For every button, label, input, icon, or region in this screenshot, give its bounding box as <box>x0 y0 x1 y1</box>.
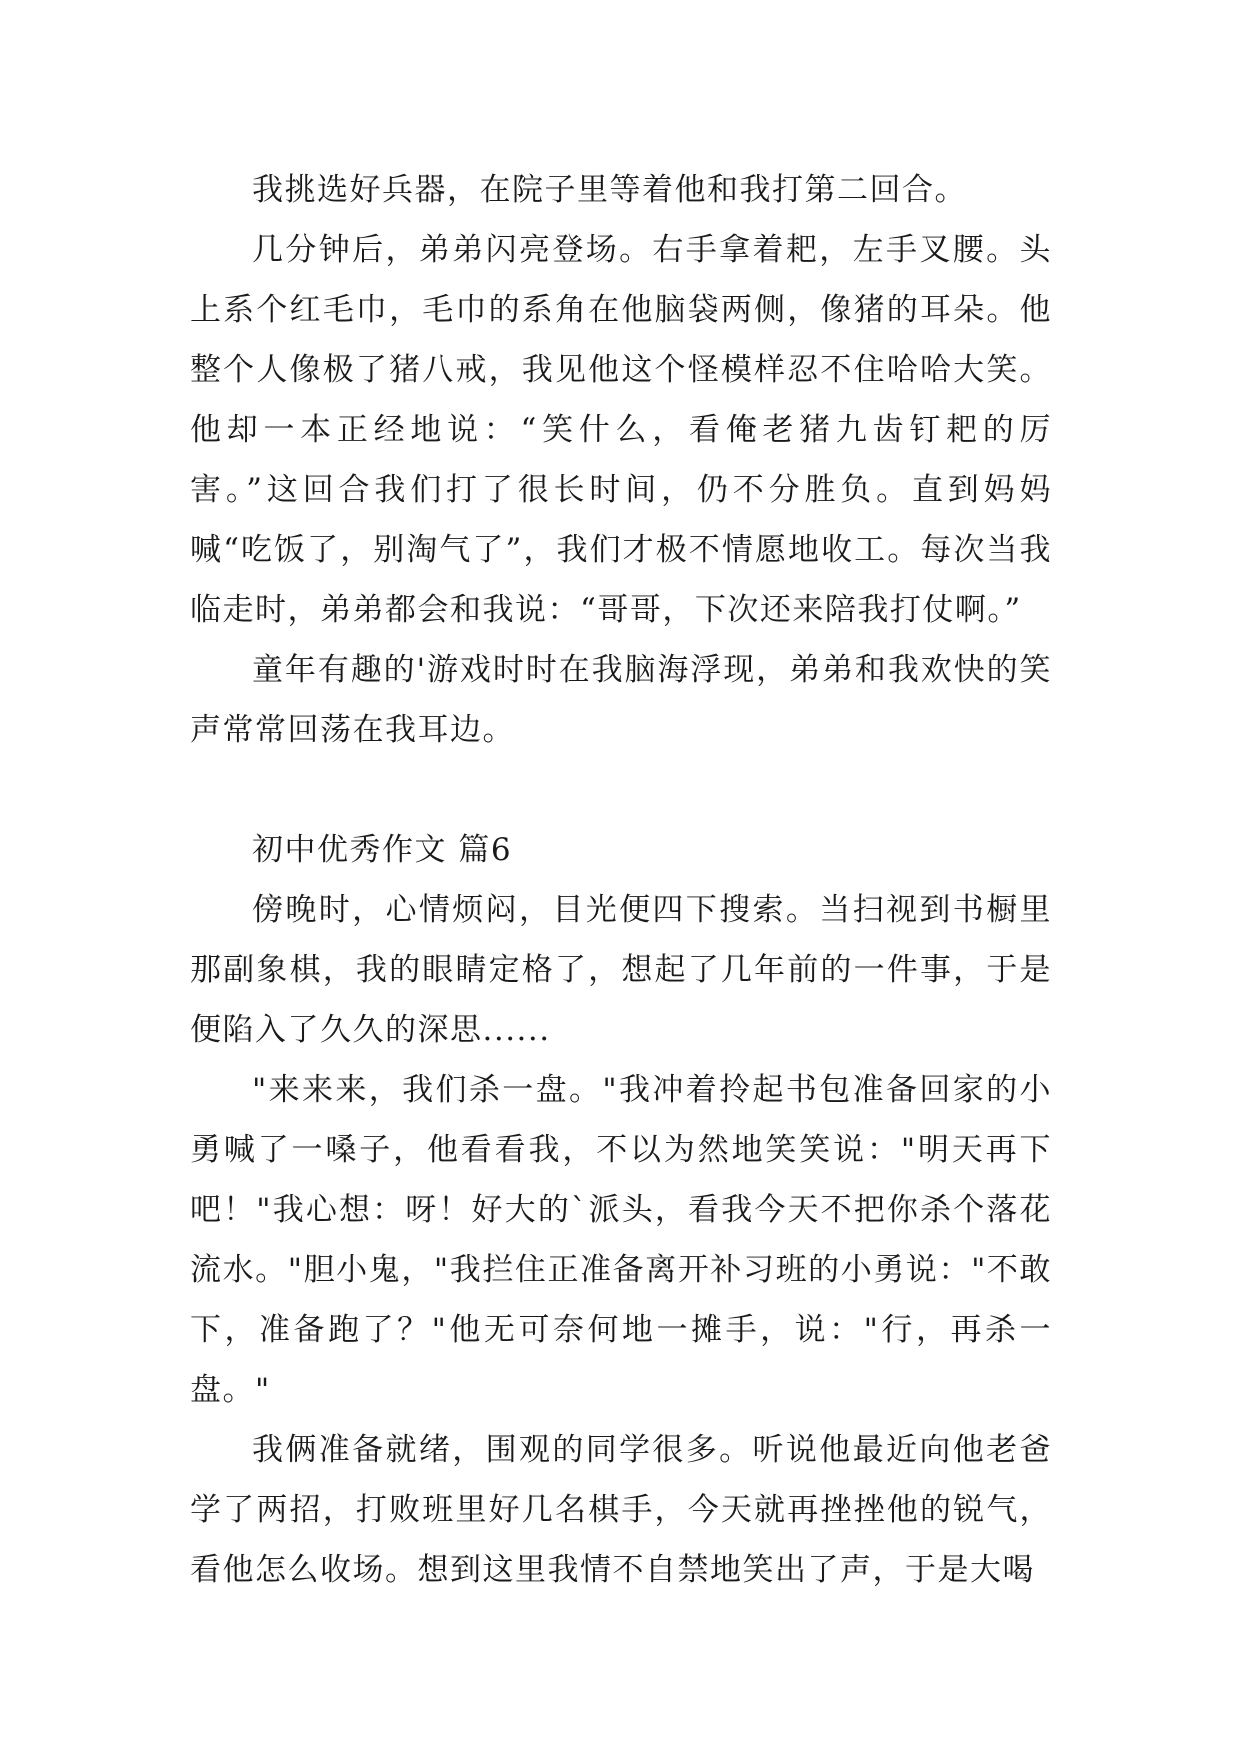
paragraph: 童年有趣的'游戏时时在我脑海浮现，弟弟和我欢快的笑声常常回荡在我耳边。 <box>190 652 1052 748</box>
document-page <box>190 160 1052 1600</box>
paragraph: 我挑选好兵器，在院子里等着他和我打第二回合。 <box>252 172 967 208</box>
paragraph: 我俩准备就绪，围观的同学很多。听说他最近向他老爸学了两招，打败班里好几名棋手，今天就再挫挫他的锐气，看他怎么收场。想到这里我情不自禁地笑出了声，于是大喝 <box>190 1432 1052 1588</box>
paragraph: "来来来，我们杀一盘。"我冲着拎起书包准备回家的小勇喊了一嗓子，他看看我，不以为然地笑笑说："明天再下吧！"我心想：呀！好大的`派头，看我今天不把你杀个落花流水。"胆小鬼，"我拦住正准备离开补习班的小勇说："不敢下，准备跑了？"他无可奈何地一摊手，说："行，再杀一盘。" <box>190 1072 1052 1408</box>
paragraph: 几分钟后，弟弟闪亮登场。右手拿着耙，左手叉腰。头上系个红毛巾，毛巾的系角在他脑袋两侧，像猪的耳朵。他整个人像极了猪八戒，我见他这个怪模样忍不住哈哈大笑。他却一本正经地说：“笑什么，看俺老猪九齿钉耙的厉害。”这回合我们打了很长时间，仍不分胜负。直到妈妈喊“吃饭了，别淘气了”，我们才极不情愿地收工。每次当我临走时，弟弟都会和我说：“哥哥，下次还来陪我打仗啊。” <box>190 232 1052 628</box>
section-heading: 初中优秀作文 篇6 <box>252 832 513 868</box>
section-gap <box>190 760 1052 820</box>
paragraph: 傍晚时，心情烦闷，目光便四下搜索。当扫视到书橱里那副象棋，我的眼睛定格了，想起了几年前的一件事，于是便陷入了久久的深思...... <box>190 892 1052 1048</box>
